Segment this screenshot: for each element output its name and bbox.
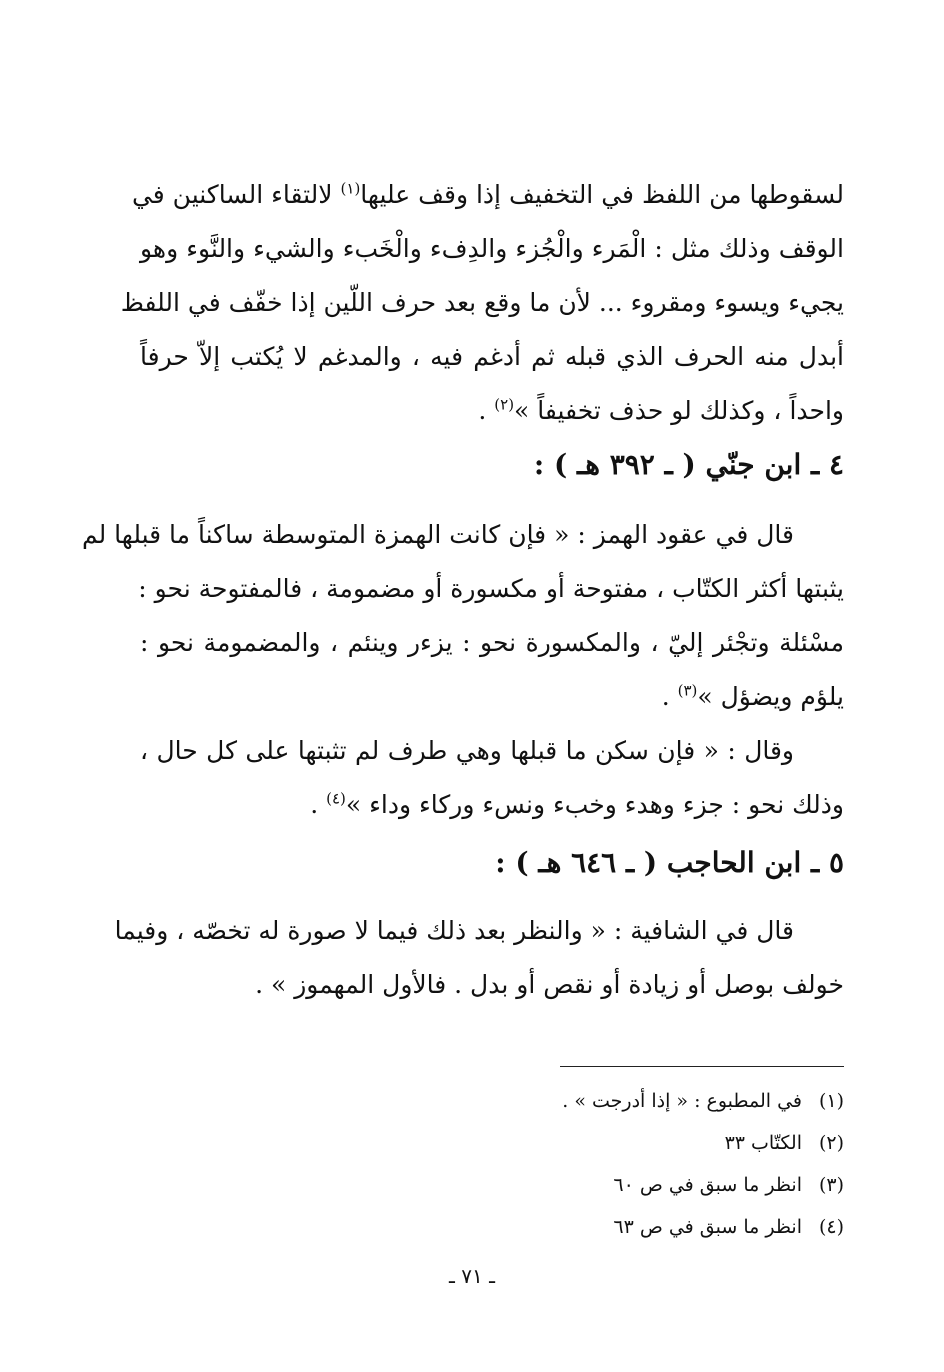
footnote-number: (٤) xyxy=(818,1216,844,1238)
paragraph-4 xyxy=(114,904,844,1012)
paragraph-4-line-2: خولف بوصل أو زيادة أو نقص أو بدل . فالأول المهموز » . xyxy=(255,970,844,999)
footnote-ref-4: (٤) xyxy=(326,789,346,808)
footnote-2 xyxy=(484,1122,844,1164)
footnote-text: انظر ما سبق في ص ٦٣ xyxy=(613,1216,802,1238)
footnote-ref-3: (٣) xyxy=(677,681,698,700)
paragraph-1 xyxy=(120,168,844,438)
paragraph-1-line-2: الوقف وذلك مثل : الْمَرء والْجُزء والدِفء والْخَبء والشيء والنَّوء وهو xyxy=(140,234,844,263)
footnotes xyxy=(484,1080,844,1248)
section-heading-ibn-jinni: ٤ ـ ابن جنّي ( ـ ٣٩٢ هـ ) : xyxy=(533,448,844,481)
section-heading-ibn-al-hajib: ٥ ـ ابن الحاجب ( ـ ٦٤٦ هـ ) : xyxy=(495,846,844,879)
page-number: ـ ٧١ ـ xyxy=(449,1264,495,1288)
footnote-text: في المطبوع : « إذا أدرجت » . xyxy=(562,1090,802,1112)
paragraph-3 xyxy=(140,724,844,832)
paragraph-2-line-3: مسْئلة وتجْئر إليّ ، والمكسورة نحو : يزءر وينئم ، والمضمومة نحو : xyxy=(140,628,844,657)
paragraph-4-line-1: قال في الشافية : « والنظر بعد ذلك فيما لا صورة له تخصّه ، وفيما xyxy=(114,916,794,945)
paragraph-2-line-2: يثبتها أكثر الكتّاب ، مفتوحة أو مكسورة أو مضمومة ، فالمفتوحة نحو : xyxy=(138,574,844,603)
footnote-ref-2: (٢) xyxy=(494,395,515,414)
footnote-separator xyxy=(560,1066,844,1067)
footnote-text: انظر ما سبق في ص ٦٠ xyxy=(613,1174,802,1196)
paragraph-2-line-1: قال في عقود الهمز : « فإن كانت الهمزة المتوسطة ساكناً ما قبلها لم xyxy=(81,520,794,549)
paragraph-2 xyxy=(81,508,844,724)
footnote-number: (١) xyxy=(818,1090,844,1112)
footnote-4 xyxy=(484,1206,844,1248)
footnote-1 xyxy=(484,1080,844,1122)
paragraph-2-line-4: يلؤم ويضؤل »$^{(٣)}$ . xyxy=(661,681,844,711)
paragraph-1-line-3: يجيء ويسوء ومقروء ... لأن ما وقع بعد حرف اللّين إذا خفّف في اللفظ xyxy=(120,288,844,317)
paragraph-1-line-5: واحداً ، وكذلك لو حذف تخفيفاً »$^{(٢)}$ . xyxy=(478,395,844,425)
paragraph-3-line-1: وقال : « فإن سكن ما قبلها وهي طرف لم تثبتها على كل حال ، xyxy=(140,736,794,765)
footnote-3 xyxy=(484,1164,844,1206)
paragraph-3-line-2: وذلك نحو : جزء وهدء وخبء ونسء وركاء وداء »$^{(٤)}$ . xyxy=(310,789,844,819)
paragraph-1-line-4: أبدل منه الحرف الذي قبله ثم أدغم فيه ، والمدغم لا يُكتب إلاّ حرفاً xyxy=(140,342,844,371)
paragraph-1-line-1: لسقوطها من اللفظ في التخفيف إذا وقف عليها$^{(١)}$ لالتقاء الساكنين في xyxy=(131,179,844,209)
footnote-number: (٣) xyxy=(818,1174,844,1196)
footnote-number: (٢) xyxy=(818,1132,844,1154)
footnote-ref-1: (١) xyxy=(340,179,361,198)
footnote-text: الكتّاب ٣٣ xyxy=(724,1132,802,1154)
